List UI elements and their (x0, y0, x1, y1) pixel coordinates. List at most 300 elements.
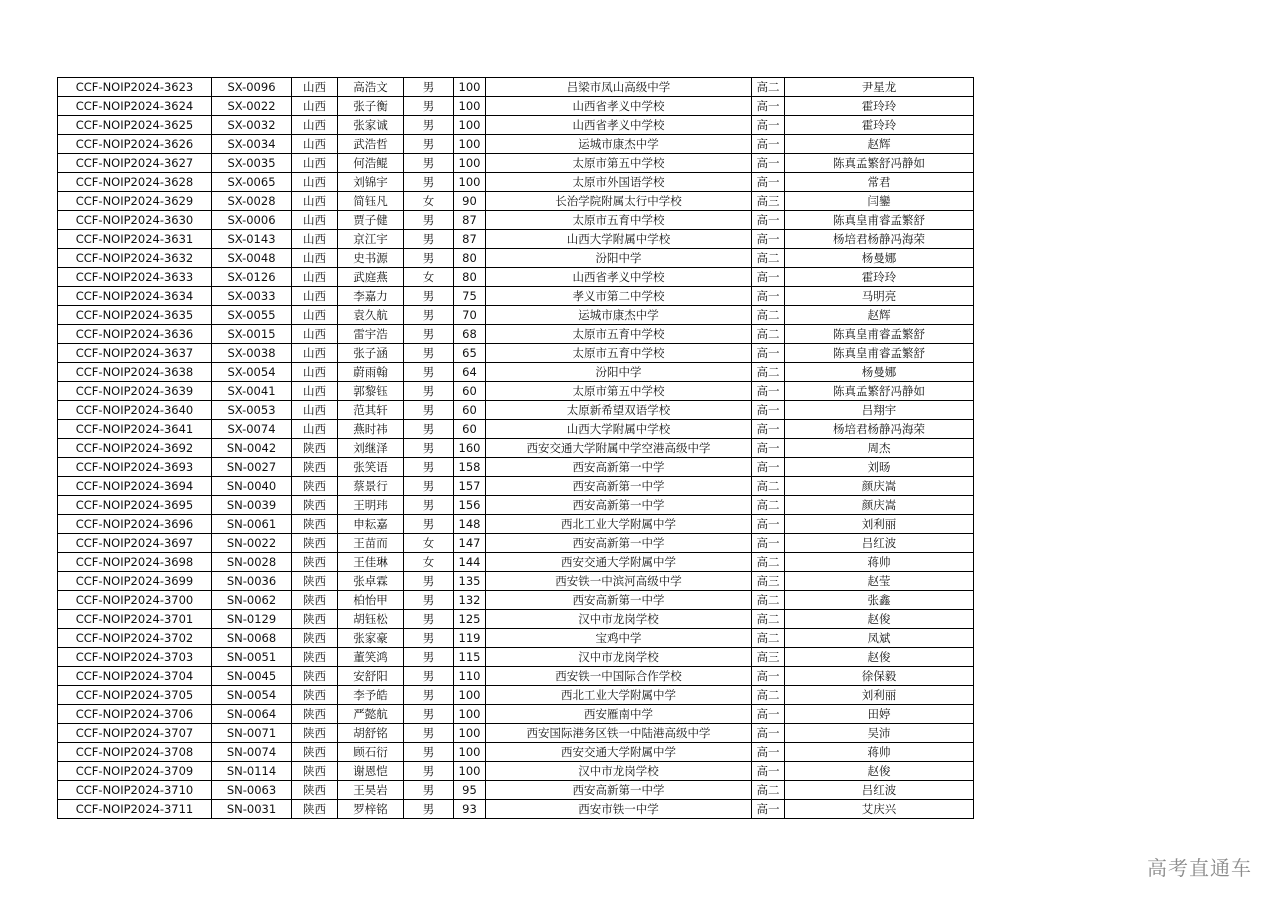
school-cell: 西安铁一中滨河高级中学 (486, 572, 752, 591)
province-cell: 陕西 (292, 743, 338, 762)
score-cell: 95 (454, 781, 486, 800)
coach-cell: 霍玲玲 (785, 268, 974, 287)
gender-cell: 男 (404, 496, 454, 515)
contestant-id-cell: CCF-NOIP2024-3632 (58, 249, 212, 268)
school-cell: 西安高新第一中学 (486, 591, 752, 610)
table-row (58, 629, 974, 648)
province-cell: 山西 (292, 287, 338, 306)
contestant-id-cell: CCF-NOIP2024-3706 (58, 705, 212, 724)
table-row (58, 287, 974, 306)
province-cell: 陕西 (292, 724, 338, 743)
province-cell: 陕西 (292, 591, 338, 610)
school-cell: 山西大学附属中学校 (486, 230, 752, 249)
school-cell: 西安高新第一中学 (486, 477, 752, 496)
contestant-id-cell: CCF-NOIP2024-3635 (58, 306, 212, 325)
contestant-id-cell: CCF-NOIP2024-3710 (58, 781, 212, 800)
score-cell: 100 (454, 116, 486, 135)
seat-code-cell: SX-0022 (212, 97, 292, 116)
province-cell: 山西 (292, 192, 338, 211)
seat-code-cell: SN-0027 (212, 458, 292, 477)
score-cell: 60 (454, 420, 486, 439)
grade-cell: 高二 (752, 591, 785, 610)
gender-cell: 男 (404, 686, 454, 705)
province-cell: 陕西 (292, 515, 338, 534)
score-cell: 100 (454, 743, 486, 762)
grade-cell: 高一 (752, 800, 785, 819)
school-cell: 汉中市龙岗学校 (486, 648, 752, 667)
student-name-cell: 燕时祎 (338, 420, 404, 439)
school-cell: 汾阳中学 (486, 249, 752, 268)
coach-cell: 杨培君杨静冯海荣 (785, 420, 974, 439)
grade-cell: 高三 (752, 572, 785, 591)
province-cell: 山西 (292, 268, 338, 287)
seat-code-cell: SN-0061 (212, 515, 292, 534)
grade-cell: 高一 (752, 154, 785, 173)
school-cell: 西安雁南中学 (486, 705, 752, 724)
gender-cell: 男 (404, 572, 454, 591)
student-name-cell: 安舒阳 (338, 667, 404, 686)
grade-cell: 高二 (752, 781, 785, 800)
coach-cell: 田婷 (785, 705, 974, 724)
score-cell: 125 (454, 610, 486, 629)
gender-cell: 男 (404, 287, 454, 306)
coach-cell: 张鑫 (785, 591, 974, 610)
student-name-cell: 张家豪 (338, 629, 404, 648)
gender-cell: 男 (404, 610, 454, 629)
coach-cell: 马明亮 (785, 287, 974, 306)
grade-cell: 高二 (752, 325, 785, 344)
student-name-cell: 李嘉力 (338, 287, 404, 306)
province-cell: 陕西 (292, 629, 338, 648)
seat-code-cell: SX-0054 (212, 363, 292, 382)
school-cell: 太原市第五中学校 (486, 382, 752, 401)
student-name-cell: 蔚雨翰 (338, 363, 404, 382)
contestant-id-cell: CCF-NOIP2024-3627 (58, 154, 212, 173)
contestant-id-cell: CCF-NOIP2024-3628 (58, 173, 212, 192)
seat-code-cell: SX-0034 (212, 135, 292, 154)
seat-code-cell: SX-0033 (212, 287, 292, 306)
table-row (58, 534, 974, 553)
student-name-cell: 郭黎钰 (338, 382, 404, 401)
table-row (58, 705, 974, 724)
seat-code-cell: SX-0143 (212, 230, 292, 249)
coach-cell: 常君 (785, 173, 974, 192)
gender-cell: 男 (404, 591, 454, 610)
school-cell: 太原市外国语学校 (486, 173, 752, 192)
school-cell: 太原市五育中学校 (486, 344, 752, 363)
contestant-id-cell: CCF-NOIP2024-3638 (58, 363, 212, 382)
student-name-cell: 顾石衍 (338, 743, 404, 762)
gender-cell: 男 (404, 325, 454, 344)
coach-cell: 杨曼娜 (785, 249, 974, 268)
coach-cell: 赵辉 (785, 135, 974, 154)
contestant-id-cell: CCF-NOIP2024-3693 (58, 458, 212, 477)
gender-cell: 女 (404, 553, 454, 572)
contestant-id-cell: CCF-NOIP2024-3636 (58, 325, 212, 344)
table-row (58, 743, 974, 762)
score-cell: 156 (454, 496, 486, 515)
coach-cell: 陈真皇甫睿孟繁舒 (785, 211, 974, 230)
student-name-cell: 张子衡 (338, 97, 404, 116)
province-cell: 陕西 (292, 458, 338, 477)
grade-cell: 高二 (752, 363, 785, 382)
student-name-cell: 董笑鸿 (338, 648, 404, 667)
score-cell: 100 (454, 154, 486, 173)
province-cell: 山西 (292, 363, 338, 382)
coach-cell: 蒋帅 (785, 743, 974, 762)
contestant-id-cell: CCF-NOIP2024-3640 (58, 401, 212, 420)
seat-code-cell: SN-0071 (212, 724, 292, 743)
gender-cell: 男 (404, 211, 454, 230)
school-cell: 西北工业大学附属中学 (486, 686, 752, 705)
score-cell: 160 (454, 439, 486, 458)
seat-code-cell: SN-0040 (212, 477, 292, 496)
province-cell: 陕西 (292, 781, 338, 800)
school-cell: 汉中市龙岗学校 (486, 610, 752, 629)
table-row (58, 496, 974, 515)
gender-cell: 男 (404, 629, 454, 648)
province-cell: 山西 (292, 97, 338, 116)
gender-cell: 男 (404, 154, 454, 173)
gender-cell: 男 (404, 781, 454, 800)
table-row (58, 192, 974, 211)
gender-cell: 男 (404, 420, 454, 439)
grade-cell: 高三 (752, 648, 785, 667)
seat-code-cell: SN-0114 (212, 762, 292, 781)
province-cell: 陕西 (292, 800, 338, 819)
gender-cell: 男 (404, 306, 454, 325)
grade-cell: 高二 (752, 553, 785, 572)
gender-cell: 女 (404, 534, 454, 553)
province-cell: 陕西 (292, 572, 338, 591)
school-cell: 西安交通大学附属中学 (486, 743, 752, 762)
grade-cell: 高一 (752, 230, 785, 249)
table-row (58, 211, 974, 230)
school-cell: 山西省孝义中学校 (486, 268, 752, 287)
grade-cell: 高一 (752, 268, 785, 287)
province-cell: 陕西 (292, 762, 338, 781)
table-row (58, 344, 974, 363)
table-row (58, 610, 974, 629)
province-cell: 山西 (292, 211, 338, 230)
gender-cell: 男 (404, 800, 454, 819)
seat-code-cell: SN-0045 (212, 667, 292, 686)
school-cell: 西安高新第一中学 (486, 458, 752, 477)
province-cell: 陕西 (292, 553, 338, 572)
gender-cell: 男 (404, 705, 454, 724)
score-cell: 157 (454, 477, 486, 496)
seat-code-cell: SX-0096 (212, 78, 292, 97)
grade-cell: 高二 (752, 496, 785, 515)
coach-cell: 刘利丽 (785, 515, 974, 534)
student-name-cell: 范其轩 (338, 401, 404, 420)
grade-cell: 高一 (752, 439, 785, 458)
student-name-cell: 严懿航 (338, 705, 404, 724)
school-cell: 运城市康杰中学 (486, 135, 752, 154)
school-cell: 西安市铁一中学 (486, 800, 752, 819)
student-name-cell: 李予皓 (338, 686, 404, 705)
seat-code-cell: SX-0074 (212, 420, 292, 439)
province-cell: 陕西 (292, 477, 338, 496)
table-row (58, 135, 974, 154)
grade-cell: 高一 (752, 534, 785, 553)
grade-cell: 高一 (752, 116, 785, 135)
score-cell: 68 (454, 325, 486, 344)
province-cell: 山西 (292, 154, 338, 173)
school-cell: 西安高新第一中学 (486, 781, 752, 800)
coach-cell: 吕红波 (785, 534, 974, 553)
gender-cell: 男 (404, 78, 454, 97)
contestant-id-cell: CCF-NOIP2024-3709 (58, 762, 212, 781)
student-name-cell: 刘继泽 (338, 439, 404, 458)
province-cell: 陕西 (292, 705, 338, 724)
gender-cell: 男 (404, 97, 454, 116)
school-cell: 西安交通大学附属中学 (486, 553, 752, 572)
table-row (58, 363, 974, 382)
grade-cell: 高二 (752, 477, 785, 496)
student-name-cell: 简钰凡 (338, 192, 404, 211)
contestant-id-cell: CCF-NOIP2024-3698 (58, 553, 212, 572)
seat-code-cell: SN-0064 (212, 705, 292, 724)
score-cell: 135 (454, 572, 486, 591)
contestant-id-cell: CCF-NOIP2024-3625 (58, 116, 212, 135)
score-cell: 75 (454, 287, 486, 306)
coach-cell: 吕红波 (785, 781, 974, 800)
seat-code-cell: SX-0035 (212, 154, 292, 173)
score-cell: 100 (454, 724, 486, 743)
student-name-cell: 王明玮 (338, 496, 404, 515)
student-name-cell: 谢恩恺 (338, 762, 404, 781)
coach-cell: 陈真皇甫睿孟繁舒 (785, 344, 974, 363)
table-row (58, 724, 974, 743)
grade-cell: 高一 (752, 97, 785, 116)
seat-code-cell: SX-0126 (212, 268, 292, 287)
grade-cell: 高一 (752, 135, 785, 154)
grade-cell: 高一 (752, 382, 785, 401)
grade-cell: 高一 (752, 401, 785, 420)
school-cell: 汾阳中学 (486, 363, 752, 382)
grade-cell: 高二 (752, 629, 785, 648)
grade-cell: 高一 (752, 667, 785, 686)
grade-cell: 高一 (752, 762, 785, 781)
student-name-cell: 高浩文 (338, 78, 404, 97)
grade-cell: 高二 (752, 686, 785, 705)
grade-cell: 高一 (752, 705, 785, 724)
gender-cell: 男 (404, 230, 454, 249)
grade-cell: 高一 (752, 211, 785, 230)
province-cell: 陕西 (292, 610, 338, 629)
table-row (58, 477, 974, 496)
score-cell: 110 (454, 667, 486, 686)
score-cell: 132 (454, 591, 486, 610)
school-cell: 山西大学附属中学校 (486, 420, 752, 439)
table-row (58, 762, 974, 781)
seat-code-cell: SN-0068 (212, 629, 292, 648)
table-row (58, 268, 974, 287)
score-cell: 115 (454, 648, 486, 667)
gender-cell: 男 (404, 363, 454, 382)
gender-cell: 男 (404, 382, 454, 401)
gender-cell: 男 (404, 458, 454, 477)
seat-code-cell: SN-0074 (212, 743, 292, 762)
table-row (58, 78, 974, 97)
score-cell: 70 (454, 306, 486, 325)
seat-code-cell: SN-0028 (212, 553, 292, 572)
province-cell: 山西 (292, 401, 338, 420)
school-cell: 孝义市第二中学校 (486, 287, 752, 306)
contestant-id-cell: CCF-NOIP2024-3707 (58, 724, 212, 743)
coach-cell: 赵莹 (785, 572, 974, 591)
province-cell: 山西 (292, 382, 338, 401)
school-cell: 太原市五育中学校 (486, 211, 752, 230)
table-row (58, 648, 974, 667)
seat-code-cell: SN-0129 (212, 610, 292, 629)
contestant-id-cell: CCF-NOIP2024-3692 (58, 439, 212, 458)
province-cell: 山西 (292, 78, 338, 97)
score-cell: 144 (454, 553, 486, 572)
gender-cell: 男 (404, 249, 454, 268)
student-name-cell: 史书源 (338, 249, 404, 268)
gender-cell: 男 (404, 743, 454, 762)
coach-cell: 陈真孟繁舒冯静如 (785, 382, 974, 401)
table-row (58, 154, 974, 173)
gender-cell: 男 (404, 724, 454, 743)
contestant-id-cell: CCF-NOIP2024-3629 (58, 192, 212, 211)
province-cell: 陕西 (292, 667, 338, 686)
contestant-id-cell: CCF-NOIP2024-3702 (58, 629, 212, 648)
score-cell: 100 (454, 97, 486, 116)
score-cell: 119 (454, 629, 486, 648)
table-row (58, 800, 974, 819)
coach-cell: 艾庆兴 (785, 800, 974, 819)
score-cell: 148 (454, 515, 486, 534)
score-cell: 87 (454, 230, 486, 249)
student-name-cell: 张子涵 (338, 344, 404, 363)
contestant-id-cell: CCF-NOIP2024-3696 (58, 515, 212, 534)
score-cell: 87 (454, 211, 486, 230)
grade-cell: 高一 (752, 458, 785, 477)
gender-cell: 男 (404, 667, 454, 686)
contestant-id-cell: CCF-NOIP2024-3624 (58, 97, 212, 116)
school-cell: 山西省孝义中学校 (486, 97, 752, 116)
province-cell: 陕西 (292, 648, 338, 667)
student-name-cell: 罗梓铭 (338, 800, 404, 819)
seat-code-cell: SN-0039 (212, 496, 292, 515)
student-name-cell: 王苗而 (338, 534, 404, 553)
school-cell: 宝鸡中学 (486, 629, 752, 648)
school-cell: 太原市第五中学校 (486, 154, 752, 173)
coach-cell: 杨曼娜 (785, 363, 974, 382)
gender-cell: 女 (404, 192, 454, 211)
province-cell: 陕西 (292, 686, 338, 705)
grade-cell: 高二 (752, 610, 785, 629)
contestant-id-cell: CCF-NOIP2024-3634 (58, 287, 212, 306)
province-cell: 山西 (292, 420, 338, 439)
table-row (58, 97, 974, 116)
table-row (58, 249, 974, 268)
grade-cell: 高一 (752, 287, 785, 306)
seat-code-cell: SN-0062 (212, 591, 292, 610)
grade-cell: 高二 (752, 78, 785, 97)
gender-cell: 男 (404, 648, 454, 667)
contestant-id-cell: CCF-NOIP2024-3623 (58, 78, 212, 97)
coach-cell: 杨培君杨静冯海荣 (785, 230, 974, 249)
coach-cell: 刘利丽 (785, 686, 974, 705)
grade-cell: 高三 (752, 192, 785, 211)
school-cell: 西安高新第一中学 (486, 496, 752, 515)
student-name-cell: 申耘嘉 (338, 515, 404, 534)
score-cell: 80 (454, 268, 486, 287)
score-cell: 100 (454, 686, 486, 705)
coach-cell: 徐保毅 (785, 667, 974, 686)
province-cell: 山西 (292, 306, 338, 325)
watermark-text: 高考直通车 (1147, 856, 1252, 880)
contestant-id-cell: CCF-NOIP2024-3641 (58, 420, 212, 439)
table-row (58, 781, 974, 800)
seat-code-cell: SX-0065 (212, 173, 292, 192)
student-name-cell: 贾子健 (338, 211, 404, 230)
student-name-cell: 刘锦宇 (338, 173, 404, 192)
table-row (58, 439, 974, 458)
province-cell: 山西 (292, 344, 338, 363)
grade-cell: 高二 (752, 249, 785, 268)
seat-code-cell: SN-0054 (212, 686, 292, 705)
table-row (58, 173, 974, 192)
seat-code-cell: SN-0051 (212, 648, 292, 667)
results-table-body (58, 78, 974, 819)
grade-cell: 高一 (752, 515, 785, 534)
score-cell: 100 (454, 78, 486, 97)
province-cell: 山西 (292, 135, 338, 154)
contestant-id-cell: CCF-NOIP2024-3700 (58, 591, 212, 610)
gender-cell: 男 (404, 344, 454, 363)
score-cell: 60 (454, 401, 486, 420)
coach-cell: 蒋帅 (785, 553, 974, 572)
student-name-cell: 胡钰松 (338, 610, 404, 629)
seat-code-cell: SN-0022 (212, 534, 292, 553)
province-cell: 山西 (292, 249, 338, 268)
student-name-cell: 张家诚 (338, 116, 404, 135)
student-name-cell: 张笑语 (338, 458, 404, 477)
seat-code-cell: SX-0053 (212, 401, 292, 420)
contestant-id-cell: CCF-NOIP2024-3626 (58, 135, 212, 154)
student-name-cell: 雷宇浩 (338, 325, 404, 344)
grade-cell: 高一 (752, 344, 785, 363)
score-cell: 60 (454, 382, 486, 401)
grade-cell: 高二 (752, 306, 785, 325)
school-cell: 西安交通大学附属中学空港高级中学 (486, 439, 752, 458)
score-cell: 100 (454, 173, 486, 192)
score-cell: 65 (454, 344, 486, 363)
table-row (58, 572, 974, 591)
school-cell: 长治学院附属太行中学校 (486, 192, 752, 211)
contestant-id-cell: CCF-NOIP2024-3701 (58, 610, 212, 629)
gender-cell: 男 (404, 439, 454, 458)
table-row (58, 382, 974, 401)
student-name-cell: 张卓霖 (338, 572, 404, 591)
table-row (58, 116, 974, 135)
table-row (58, 515, 974, 534)
coach-cell: 陈真孟繁舒冯静如 (785, 154, 974, 173)
province-cell: 山西 (292, 116, 338, 135)
table-row (58, 553, 974, 572)
score-cell: 90 (454, 192, 486, 211)
table-row (58, 420, 974, 439)
student-name-cell: 胡舒铭 (338, 724, 404, 743)
table-row (58, 591, 974, 610)
gender-cell: 男 (404, 477, 454, 496)
seat-code-cell: SX-0055 (212, 306, 292, 325)
